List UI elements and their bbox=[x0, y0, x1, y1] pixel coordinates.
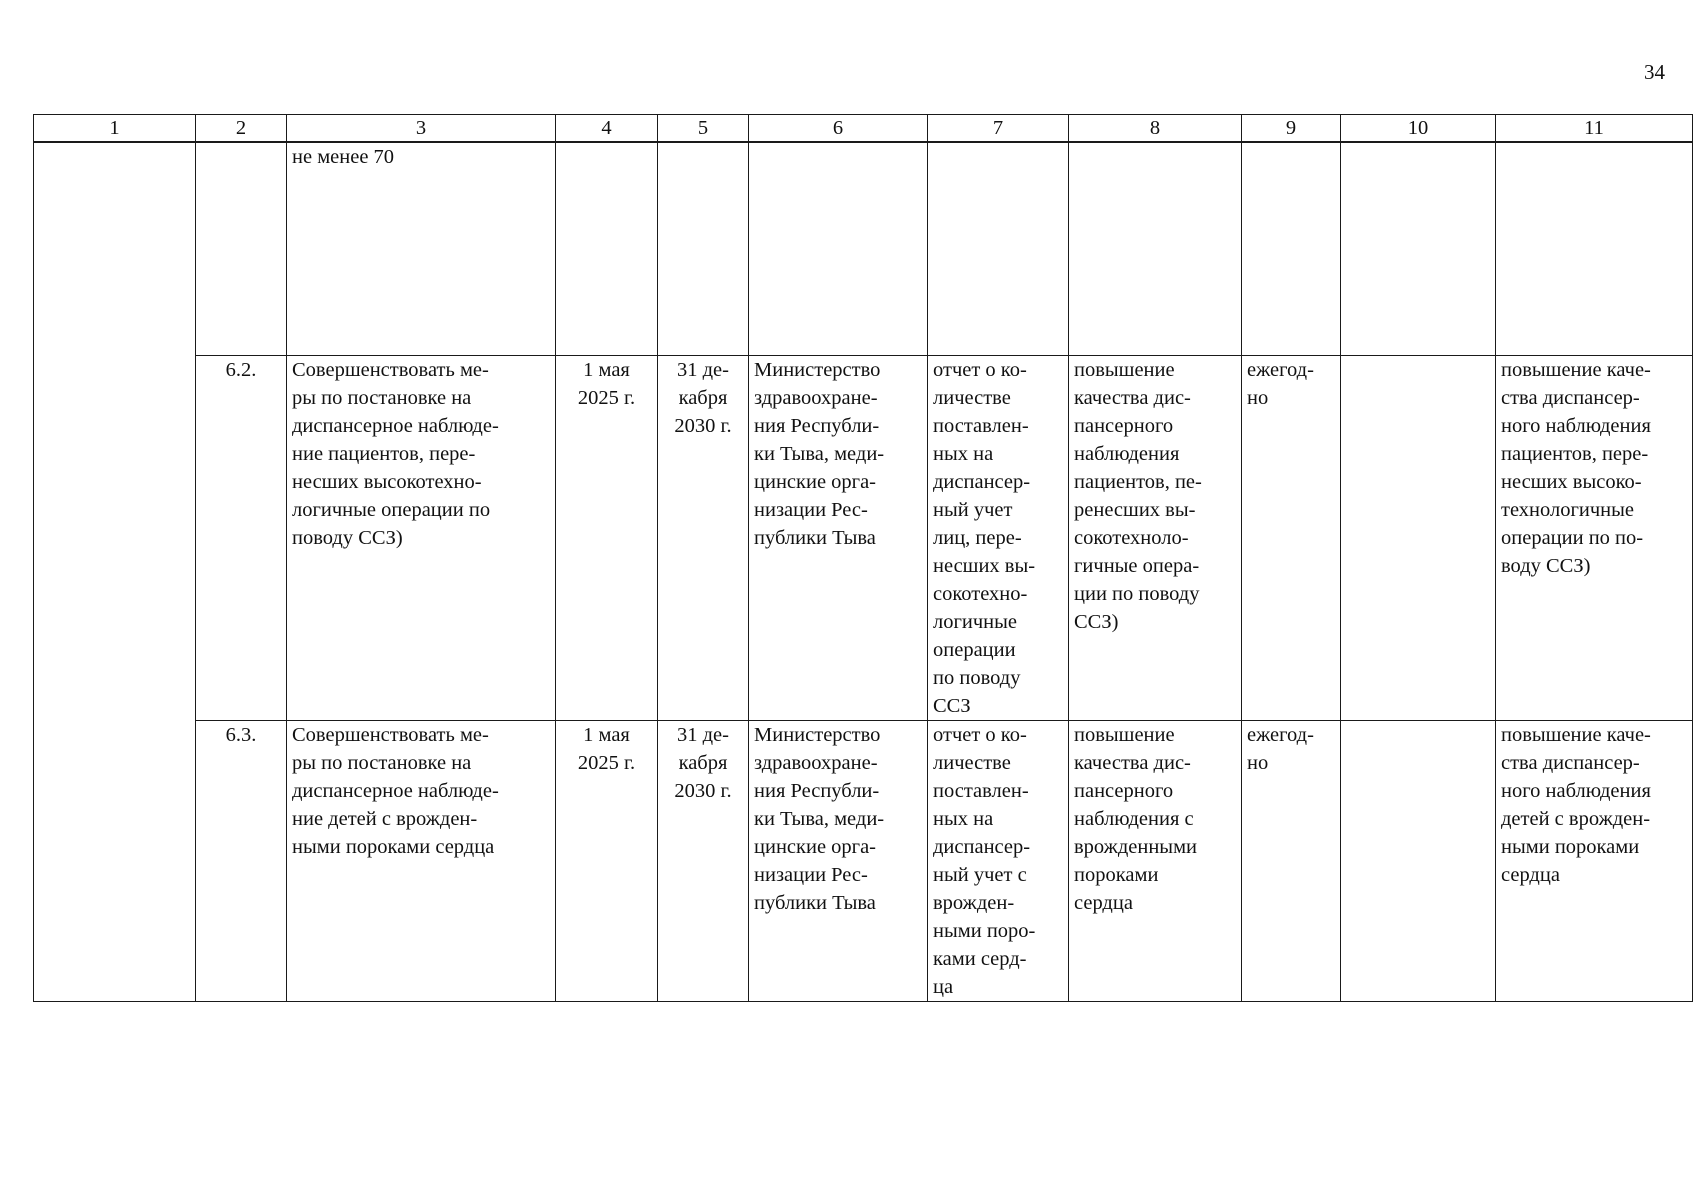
end-date-line: кабря bbox=[678, 387, 728, 409]
result-line: пансерного bbox=[1074, 780, 1174, 802]
measure-text bbox=[287, 356, 556, 721]
result-line: качества дис- bbox=[1074, 752, 1191, 774]
indicator-line: сокотехно- bbox=[933, 583, 1028, 605]
row-number: 6.3. bbox=[196, 721, 287, 1002]
effect-line: ства диспансер- bbox=[1501, 752, 1640, 774]
periodicity bbox=[1242, 356, 1341, 721]
effect-line: ного наблюдения bbox=[1501, 780, 1651, 802]
result-line: повышение bbox=[1074, 359, 1175, 381]
cell-empty bbox=[196, 142, 287, 356]
indicator-line: ССЗ bbox=[933, 695, 971, 717]
measures-table bbox=[33, 114, 1693, 1002]
indicator-line: поставлен- bbox=[933, 415, 1029, 437]
result bbox=[1069, 721, 1242, 1002]
header-col-1: 1 bbox=[34, 115, 196, 143]
indicator-line: ных на bbox=[933, 808, 994, 830]
header-col-8: 8 bbox=[1069, 115, 1242, 143]
responsible-line: ки Тыва, меди- bbox=[754, 808, 885, 830]
indicator-line: ный учет bbox=[933, 499, 1013, 521]
responsible-line: публики Тыва bbox=[754, 527, 876, 549]
cell-empty bbox=[1496, 142, 1693, 356]
measure-line: несших высокотехно- bbox=[292, 471, 482, 493]
responsible-line: публики Тыва bbox=[754, 892, 876, 914]
effect-line: ства диспансер- bbox=[1501, 387, 1640, 409]
cell-empty bbox=[749, 142, 928, 356]
result-line: врожденными bbox=[1074, 836, 1198, 858]
cell-empty bbox=[1341, 142, 1496, 356]
measure-line: диспансерное наблюде- bbox=[292, 780, 499, 802]
effect-line: сердца bbox=[1501, 864, 1560, 886]
end-date bbox=[658, 721, 749, 1002]
periodicity bbox=[1242, 721, 1341, 1002]
header-col-5: 5 bbox=[658, 115, 749, 143]
effect-line: повышение каче- bbox=[1501, 359, 1651, 381]
header-col-7: 7 bbox=[928, 115, 1069, 143]
result-line: повышение bbox=[1074, 724, 1175, 746]
end-date bbox=[658, 356, 749, 721]
responsible-line: ки Тыва, меди- bbox=[754, 443, 885, 465]
result-line: ренесших вы- bbox=[1074, 499, 1196, 521]
responsible-line: Министерство bbox=[754, 359, 881, 381]
result-line: пороками bbox=[1074, 864, 1159, 886]
start-date bbox=[556, 721, 658, 1002]
periodicity-line: но bbox=[1247, 387, 1269, 409]
indicator-line: диспансер- bbox=[933, 836, 1031, 858]
start-date-line: 2025 г. bbox=[577, 387, 636, 409]
responsible-line: цинские орга- bbox=[754, 471, 876, 493]
indicator-line: личестве bbox=[933, 752, 1011, 774]
measure-line: ры по постановке на bbox=[292, 387, 472, 409]
indicator-line: ками серд- bbox=[933, 948, 1027, 970]
indicator-line: логичные bbox=[933, 611, 1018, 633]
result-line: наблюдения с bbox=[1074, 808, 1194, 830]
header-col-3: 3 bbox=[287, 115, 556, 143]
measure-line: Совершенствовать ме- bbox=[292, 724, 489, 746]
measure-line: диспансерное наблюде- bbox=[292, 415, 499, 437]
effect bbox=[1496, 356, 1693, 721]
header-row bbox=[34, 115, 1693, 143]
indicator-line: диспансер- bbox=[933, 471, 1031, 493]
indicator-line: ных на bbox=[933, 443, 994, 465]
header-col-6: 6 bbox=[749, 115, 928, 143]
group-cell bbox=[34, 142, 196, 1002]
header-col-11: 11 bbox=[1496, 115, 1693, 143]
effect-line: несших высоко- bbox=[1501, 471, 1642, 493]
measure-line: ры по постановке на bbox=[292, 752, 472, 774]
table-row bbox=[34, 721, 1693, 1002]
start-date-line: 1 мая bbox=[583, 359, 630, 381]
header-col-9: 9 bbox=[1242, 115, 1341, 143]
indicator bbox=[928, 721, 1069, 1002]
end-date-line: 31 де- bbox=[677, 724, 729, 746]
result-line: качества дис- bbox=[1074, 387, 1191, 409]
effect-line: ными пороками bbox=[1501, 836, 1640, 858]
result-line: ции по поводу bbox=[1074, 583, 1200, 605]
result-line: пансерного bbox=[1074, 415, 1174, 437]
cell-empty bbox=[658, 142, 749, 356]
indicator-line: операции bbox=[933, 639, 1016, 661]
end-date-line: 2030 г. bbox=[674, 780, 732, 802]
indicator bbox=[928, 356, 1069, 721]
indicator-line: ца bbox=[933, 976, 954, 998]
effect-line: воду ССЗ) bbox=[1501, 555, 1591, 577]
effect bbox=[1496, 721, 1693, 1002]
result-line: наблюдения bbox=[1074, 443, 1180, 465]
result-line: ССЗ) bbox=[1074, 611, 1119, 633]
responsible-line: низации Рес- bbox=[754, 499, 868, 521]
header-col-4: 4 bbox=[556, 115, 658, 143]
responsible-line: Министерство bbox=[754, 724, 881, 746]
measure-line: Совершенствовать ме- bbox=[292, 359, 489, 381]
effect-line: технологичные bbox=[1501, 499, 1634, 521]
responsible-line: ния Республи- bbox=[754, 415, 880, 437]
measure-line: ными пороками сердца bbox=[292, 836, 495, 858]
result-line: сокотехноло- bbox=[1074, 527, 1189, 549]
responsible-line: здравоохране- bbox=[754, 387, 878, 409]
effect-line: операции по по- bbox=[1501, 527, 1644, 549]
result bbox=[1069, 356, 1242, 721]
indicator-line: ными поро- bbox=[933, 920, 1036, 942]
indicator-line: по поводу bbox=[933, 667, 1021, 689]
periodicity-line: ежегод- bbox=[1247, 724, 1314, 746]
indicator-line: несших вы- bbox=[933, 555, 1036, 577]
continuation-row bbox=[34, 142, 1693, 356]
measure-line: ние детей с врожден- bbox=[292, 808, 478, 830]
table-row bbox=[34, 356, 1693, 721]
cell-empty bbox=[1069, 142, 1242, 356]
indicator-line: ный учет с bbox=[933, 864, 1027, 886]
measure-line: логичные операции по bbox=[292, 499, 491, 521]
responsible bbox=[749, 356, 928, 721]
effect-line: пациентов, пере- bbox=[1501, 443, 1649, 465]
effect-line: ного наблюдения bbox=[1501, 415, 1651, 437]
periodicity-line: но bbox=[1247, 752, 1269, 774]
responsible-line: цинские орга- bbox=[754, 836, 876, 858]
indicator-line: врожден- bbox=[933, 892, 1015, 914]
effect-line: детей с врожден- bbox=[1501, 808, 1651, 830]
measure-line: ние пациентов, пере- bbox=[292, 443, 476, 465]
start-date-line: 2025 г. bbox=[577, 752, 636, 774]
indicator-line: личестве bbox=[933, 387, 1011, 409]
end-date-line: кабря bbox=[678, 752, 728, 774]
col10-cell bbox=[1341, 721, 1496, 1002]
indicator-line: лиц, пере- bbox=[933, 527, 1022, 549]
cell-empty bbox=[928, 142, 1069, 356]
cell-empty bbox=[1242, 142, 1341, 356]
periodicity-line: ежегод- bbox=[1247, 359, 1314, 381]
indicator-line: поставлен- bbox=[933, 780, 1029, 802]
indicator-line: отчет о ко- bbox=[933, 724, 1027, 746]
result-line: гичные опера- bbox=[1074, 555, 1200, 577]
result-line: сердца bbox=[1074, 892, 1133, 914]
continuation-text: не менее 70 bbox=[287, 142, 556, 356]
end-date-line: 31 де- bbox=[677, 359, 729, 381]
measure-text bbox=[287, 721, 556, 1002]
page-number: 34 bbox=[1644, 60, 1665, 84]
responsible-line: низации Рес- bbox=[754, 864, 868, 886]
effect-line: повышение каче- bbox=[1501, 724, 1651, 746]
indicator-line: отчет о ко- bbox=[933, 359, 1027, 381]
result-line: пациентов, пе- bbox=[1074, 471, 1202, 493]
header-col-10: 10 bbox=[1341, 115, 1496, 143]
responsible-line: ния Республи- bbox=[754, 780, 880, 802]
start-date-line: 1 мая bbox=[583, 724, 630, 746]
row-number: 6.2. bbox=[196, 356, 287, 721]
header-col-2: 2 bbox=[196, 115, 287, 143]
measure-line: поводу ССЗ) bbox=[292, 527, 403, 549]
cell-empty bbox=[556, 142, 658, 356]
end-date-line: 2030 г. bbox=[674, 415, 732, 437]
start-date bbox=[556, 356, 658, 721]
responsible-line: здравоохране- bbox=[754, 752, 878, 774]
responsible bbox=[749, 721, 928, 1002]
col10-cell bbox=[1341, 356, 1496, 721]
